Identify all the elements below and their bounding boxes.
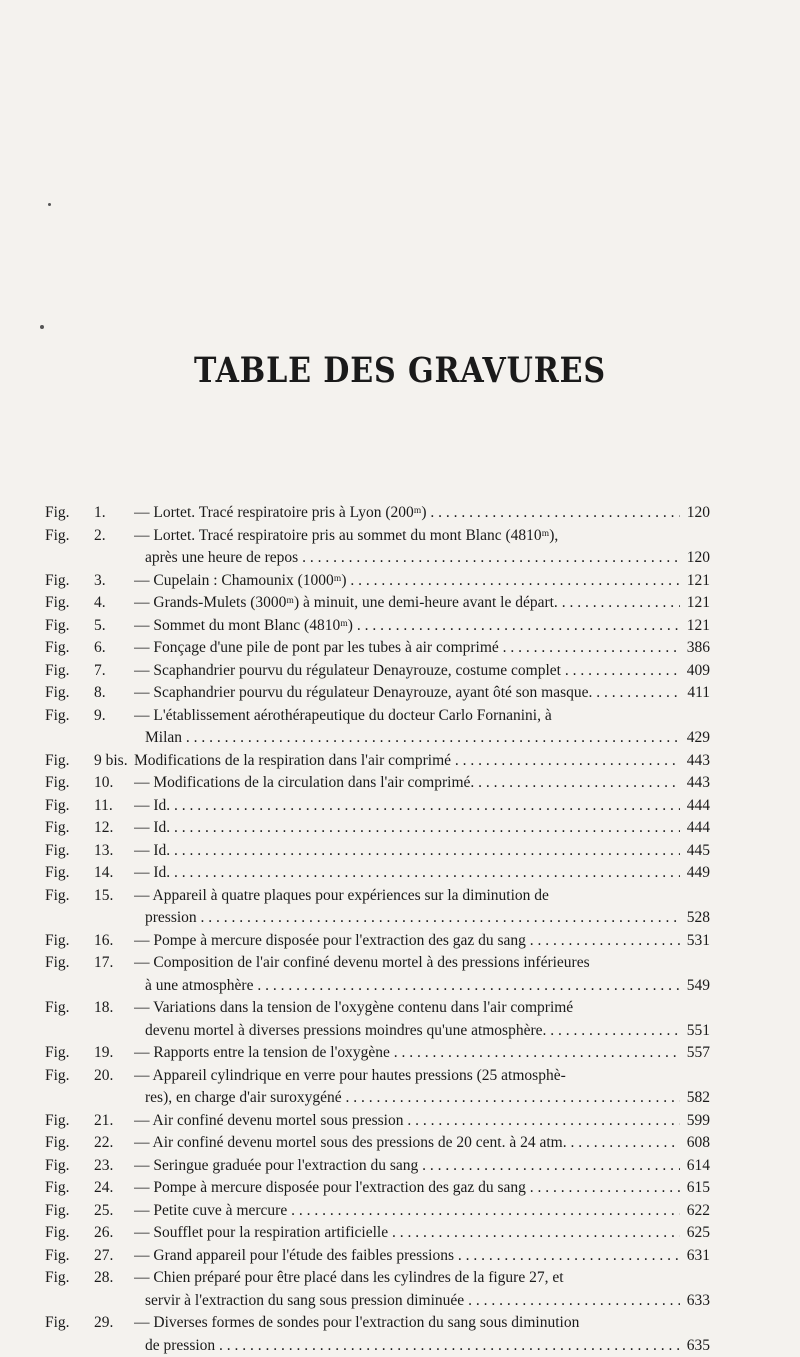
fig-label: Fig. (45, 1042, 94, 1065)
fig-number: 25. (94, 1200, 134, 1223)
page-number: 551 (680, 1020, 710, 1043)
fig-number: 27. (94, 1245, 134, 1268)
figure-entry (45, 592, 710, 615)
fig-label: Fig. (45, 862, 94, 885)
fig-label: Fig. (45, 570, 94, 593)
show-through-text (60, 30, 780, 460)
figure-entry (45, 1335, 710, 1357)
fig-number: 1. (94, 502, 134, 525)
page-number: 608 (680, 1132, 710, 1155)
figure-entry (45, 1087, 710, 1110)
fig-number: 23. (94, 1155, 134, 1178)
fig-label: Fig. (45, 750, 94, 773)
page-number: 622 (680, 1200, 710, 1223)
figure-entry (45, 952, 710, 975)
page-number: 528 (680, 907, 710, 930)
figure-entry (45, 997, 710, 1020)
fig-description: — Id. . . . (134, 862, 680, 885)
fig-label: Fig. (45, 637, 94, 660)
fig-description: — Variations dans la tension de l'oxygène contenu dans l'air comprimé (134, 997, 680, 1020)
page-number: 449 (680, 862, 710, 885)
figure-entry (45, 1065, 710, 1088)
page-number: 386 (680, 637, 710, 660)
fig-description: devenu mortel à diverses pressions moindres qu'une atmosphère. . . . (45, 1020, 680, 1043)
fig-number: 6. (94, 637, 134, 660)
fig-number: 16. (94, 930, 134, 953)
figure-entry (45, 525, 710, 548)
fig-description: — Sommet du mont Blanc (4810ᵐ) . . . (134, 615, 680, 638)
fig-description: — Lortet. Tracé respiratoire pris à Lyon (200ᵐ) . . . (134, 502, 680, 525)
page-number (680, 705, 710, 728)
page-number: 444 (680, 795, 710, 818)
fig-description: — Seringue graduée pour l'extraction du sang . . . (134, 1155, 680, 1178)
fig-number: 20. (94, 1065, 134, 1088)
figure-entry (45, 1042, 710, 1065)
fig-label: Fig. (45, 525, 94, 548)
page-number (680, 1312, 710, 1335)
page-number: 121 (680, 615, 710, 638)
page-number: 633 (680, 1290, 710, 1313)
fig-number: 10. (94, 772, 134, 795)
figure-entry (45, 862, 710, 885)
fig-description: — Rapports entre la tension de l'oxygène . . . (134, 1042, 680, 1065)
fig-description: — Modifications de la circulation dans l'air comprimé. . . . (134, 772, 680, 795)
page-number (680, 1065, 710, 1088)
fig-description: — Petite cuve à mercure . . . (134, 1200, 680, 1223)
figure-entry (45, 1222, 710, 1245)
fig-description: — Cupelain : Chamounix (1000ᵐ) . . . (134, 570, 680, 593)
figure-entry (45, 637, 710, 660)
fig-description: res), en charge d'air suroxygéné . . . (45, 1087, 680, 1110)
figure-entry (45, 1200, 710, 1223)
figure-entry (45, 1177, 710, 1200)
fig-label: Fig. (45, 997, 94, 1020)
fig-label: Fig. (45, 1312, 94, 1335)
figure-entry (45, 885, 710, 908)
fig-description: — Appareil cylindrique en verre pour hautes pressions (25 atmosphè- (134, 1065, 680, 1088)
fig-description: — L'établissement aérothérapeutique du docteur Carlo Fornanini, à (134, 705, 680, 728)
figure-entry (45, 1132, 710, 1155)
figure-entry (45, 907, 710, 930)
page-number: 445 (680, 840, 710, 863)
page-number: 120 (680, 502, 710, 525)
fig-description: — Lortet. Tracé respiratoire pris au sommet du mont Blanc (4810ᵐ), (134, 525, 680, 548)
figure-entry (45, 1312, 710, 1335)
fig-description: — Fonçage d'une pile de pont par les tubes à air comprimé . . . (134, 637, 680, 660)
fig-label: Fig. (45, 1245, 94, 1268)
fig-label: Fig. (45, 682, 94, 705)
fig-number: 26. (94, 1222, 134, 1245)
figure-entry (45, 1290, 710, 1313)
fig-description: — Id. . . . (134, 840, 680, 863)
page-number (680, 525, 710, 548)
page-number (680, 997, 710, 1020)
page-number: 549 (680, 975, 710, 998)
fig-label: Fig. (45, 1132, 94, 1155)
page-number: 599 (680, 1110, 710, 1133)
fig-description: — Pompe à mercure disposée pour l'extraction des gaz du sang . . . (134, 930, 680, 953)
fig-description: — Scaphandrier pourvu du régulateur Denayrouze, costume complet . . . (134, 660, 680, 683)
fig-description: — Air confiné devenu mortel sous des pressions de 20 cent. à 24 atm. . . . (134, 1132, 680, 1155)
fig-description: — Id. . . . (134, 795, 680, 818)
fig-number: 15. (94, 885, 134, 908)
page-number: 411 (680, 682, 710, 705)
fig-label: Fig. (45, 1200, 94, 1223)
page-number: 614 (680, 1155, 710, 1178)
page-number: 444 (680, 817, 710, 840)
fig-description: — Pompe à mercure disposée pour l'extraction des gaz du sang . . . (134, 1177, 680, 1200)
ink-speck (48, 203, 51, 206)
fig-label: Fig. (45, 1110, 94, 1133)
page-number: 120 (680, 547, 710, 570)
figure-entry (45, 817, 710, 840)
fig-number: 14. (94, 862, 134, 885)
page-number (680, 885, 710, 908)
fig-label: Fig. (45, 885, 94, 908)
fig-number: 12. (94, 817, 134, 840)
figure-entry (45, 682, 710, 705)
fig-description: pression . . . (45, 907, 680, 930)
figure-entry (45, 547, 710, 570)
page-number: 121 (680, 570, 710, 593)
page-number: 615 (680, 1177, 710, 1200)
fig-description: — Composition de l'air confiné devenu mortel à des pressions inférieures (134, 952, 680, 975)
fig-label: Fig. (45, 1222, 94, 1245)
figure-entry (45, 840, 710, 863)
fig-description: après une heure de repos . . . (45, 547, 680, 570)
figure-entry (45, 1110, 710, 1133)
page-number: 409 (680, 660, 710, 683)
figure-entry (45, 1245, 710, 1268)
fig-number: 22. (94, 1132, 134, 1155)
page-number: 582 (680, 1087, 710, 1110)
fig-number: 28. (94, 1267, 134, 1290)
fig-label: Fig. (45, 660, 94, 683)
fig-description: servir à l'extraction du sang sous pression diminuée . . . (45, 1290, 680, 1313)
fig-number: 7. (94, 660, 134, 683)
fig-number: 9 bis. (94, 750, 134, 773)
fig-description: Modifications de la respiration dans l'air comprimé . . . (134, 750, 680, 773)
figure-entry (45, 502, 710, 525)
fig-label: Fig. (45, 772, 94, 795)
fig-number: 29. (94, 1312, 134, 1335)
fig-number: 13. (94, 840, 134, 863)
fig-number: 2. (94, 525, 134, 548)
fig-description: — Grand appareil pour l'étude des faibles pressions . . . (134, 1245, 680, 1268)
figure-entry (45, 1267, 710, 1290)
fig-label: Fig. (45, 930, 94, 953)
fig-number: 24. (94, 1177, 134, 1200)
fig-label: Fig. (45, 502, 94, 525)
figure-entry (45, 1155, 710, 1178)
figure-entry (45, 1020, 710, 1043)
page-number (680, 952, 710, 975)
figure-entry (45, 727, 710, 750)
figure-entry (45, 705, 710, 728)
figure-entry (45, 772, 710, 795)
fig-label: Fig. (45, 840, 94, 863)
fig-label: Fig. (45, 615, 94, 638)
fig-number: 19. (94, 1042, 134, 1065)
fig-description: Milan . . . (45, 727, 680, 750)
fig-number: 18. (94, 997, 134, 1020)
page-number: 625 (680, 1222, 710, 1245)
fig-number: 5. (94, 615, 134, 638)
figure-entry (45, 660, 710, 683)
figure-entry (45, 795, 710, 818)
fig-description: — Air confiné devenu mortel sous pression . . . (134, 1110, 680, 1133)
figure-entry (45, 615, 710, 638)
fig-number: 3. (94, 570, 134, 593)
fig-description: — Diverses formes de sondes pour l'extraction du sang sous diminution (134, 1312, 680, 1335)
page-title: TABLE DES GRAVURES (56, 350, 744, 391)
fig-description: — Id. . . . (134, 817, 680, 840)
page-number: 631 (680, 1245, 710, 1268)
figure-entry (45, 930, 710, 953)
fig-label: Fig. (45, 795, 94, 818)
fig-description: à une atmosphère . . . (45, 975, 680, 998)
page-number: 429 (680, 727, 710, 750)
page-number: 635 (680, 1335, 710, 1357)
fig-label: Fig. (45, 1065, 94, 1088)
page-number: 121 (680, 592, 710, 615)
fig-label: Fig. (45, 592, 94, 615)
fig-description: de pression . . . (45, 1335, 680, 1357)
page-number: 557 (680, 1042, 710, 1065)
fig-label: Fig. (45, 817, 94, 840)
figure-list (45, 502, 710, 1357)
fig-description: — Chien préparé pour être placé dans les cylindres de la figure 27, et (134, 1267, 680, 1290)
figure-entry (45, 570, 710, 593)
fig-label: Fig. (45, 1267, 94, 1290)
figure-entry (45, 750, 710, 773)
page-number: 443 (680, 750, 710, 773)
fig-label: Fig. (45, 1177, 94, 1200)
figure-entry (45, 975, 710, 998)
fig-number: 21. (94, 1110, 134, 1133)
fig-label: Fig. (45, 705, 94, 728)
fig-label: Fig. (45, 952, 94, 975)
page-number: 531 (680, 930, 710, 953)
fig-number: 9. (94, 705, 134, 728)
page-number: 443 (680, 772, 710, 795)
fig-number: 11. (94, 795, 134, 818)
fig-number: 4. (94, 592, 134, 615)
fig-description: — Appareil à quatre plaques pour expériences sur la diminution de (134, 885, 680, 908)
fig-number: 8. (94, 682, 134, 705)
page-number (680, 1267, 710, 1290)
ink-speck (40, 325, 44, 329)
fig-number: 17. (94, 952, 134, 975)
fig-description: — Soufflet pour la respiration artificielle . . . (134, 1222, 680, 1245)
fig-description: — Grands-Mulets (3000ᵐ) à minuit, une demi-heure avant le départ. . . . (134, 592, 680, 615)
fig-label: Fig. (45, 1155, 94, 1178)
fig-description: — Scaphandrier pourvu du régulateur Denayrouze, ayant ôté son masque. . . . (134, 682, 680, 705)
